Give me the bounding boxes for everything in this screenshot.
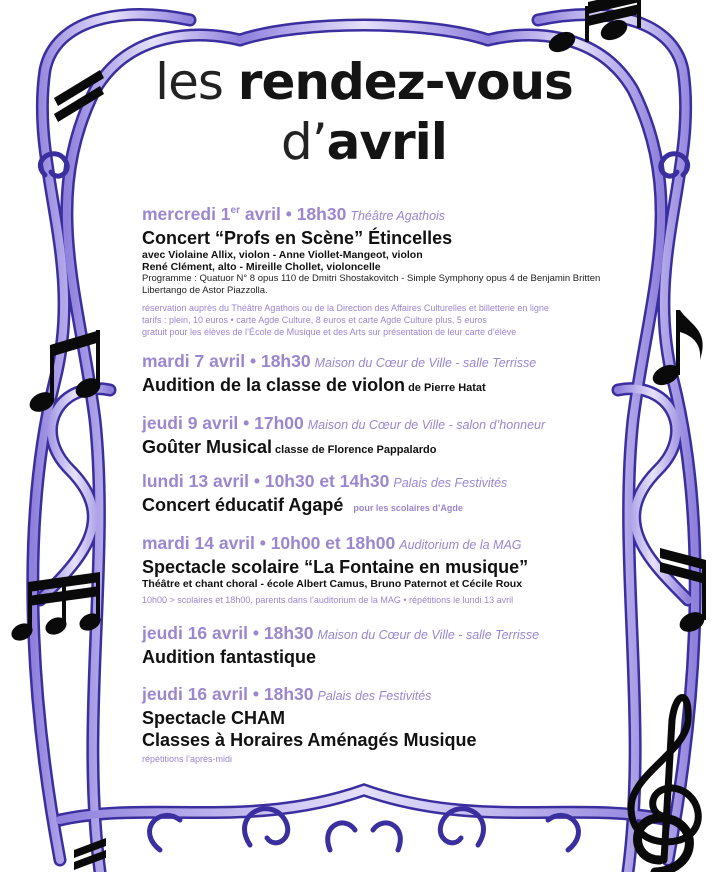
event-venue: Palais des Festivités bbox=[393, 476, 508, 490]
title-light: d’ bbox=[281, 113, 327, 171]
event-performers: avec Violaine Allix, violon - Anne Viollet-Mangeot, violon bbox=[142, 248, 423, 261]
event-date: jeudi 9 avril • 17h00 Maison du Cœur de Ville - salon d’honneur bbox=[142, 413, 546, 433]
eighth-note-icon bbox=[650, 310, 703, 389]
event-performers: Théâtre et chant choral - école Albert Camus, Bruno Paternot et Cécile Roux bbox=[142, 578, 523, 590]
event-name: Spectacle scolaire “La Fontaine en musique” bbox=[142, 557, 529, 577]
event-name: Concert éducatif Agapé pour les scolaires d’Agde bbox=[142, 495, 463, 515]
event-name: Audition de la classe de violon de Pierre Hatat bbox=[142, 375, 486, 395]
event-by: de Pierre Hatat bbox=[408, 382, 486, 394]
event-date: mercredi 1er avril • 18h30 Théâtre Agathois bbox=[142, 203, 446, 224]
event-programme: Programme : Quatuor N° 8 opus 110 de Dmitri Shostakovitch - Simple Symphony opus 4 de Benjamin Britten Libertango de Astor Piazzolla. bbox=[142, 272, 601, 297]
event-performers: René Clément, alto - Mireille Chollet, violoncelle bbox=[142, 260, 381, 273]
page-title-line2 bbox=[0, 112, 728, 172]
event-note: gratuit pour les élèves de l’École de Musique et des Arts sur présentation de leur carte d’élève bbox=[142, 326, 517, 337]
event-venue: Maison du Cœur de Ville - salle Terrisse bbox=[314, 356, 537, 370]
title-light: les bbox=[155, 53, 223, 111]
event-note: tarifs : plein, 10 euros • carte Agde Culture, 8 euros et carte Agde Culture plus, 5 euros bbox=[142, 314, 487, 325]
event-item bbox=[142, 532, 602, 606]
event-note: 10h00 > scolaires et 18h00, parents dans l’auditorium de la MAG • répétitions le lundi 13 avril bbox=[142, 595, 514, 605]
page-title-line1 bbox=[0, 52, 728, 112]
event-venue: Palais des Festivités bbox=[317, 689, 432, 703]
event-name: Concert “Profs en Scène” Étincelles bbox=[142, 227, 453, 248]
event-date: jeudi 16 avril • 18h30 Maison du Cœur de Ville - salle Terrisse bbox=[142, 623, 540, 643]
event-name: Goûter Musical classe de Florence Pappalardo bbox=[142, 437, 437, 457]
event-item bbox=[142, 470, 602, 516]
event-item bbox=[142, 200, 602, 338]
event-venue: Maison du Cœur de Ville - salle Terrisse bbox=[317, 628, 540, 642]
event-item bbox=[142, 683, 602, 765]
title-bold: avril bbox=[326, 113, 447, 171]
event-by: classe de Florence Pappalardo bbox=[275, 444, 437, 456]
event-name: Spectacle CHAM bbox=[142, 708, 286, 728]
event-date: jeudi 16 avril • 18h30 Palais des Festivités bbox=[142, 684, 432, 704]
event-by: pour les scolaires d’Agde bbox=[353, 503, 463, 513]
event-date: lundi 13 avril • 10h30 et 14h30 Palais des Festivités bbox=[142, 471, 508, 491]
event-item bbox=[142, 412, 602, 461]
event-venue: Théâtre Agathois bbox=[350, 208, 446, 223]
event-item bbox=[142, 350, 602, 399]
event-item bbox=[142, 622, 602, 668]
event-venue: Auditorium de la MAG bbox=[399, 538, 522, 552]
sixteenth-notes-icon bbox=[9, 572, 104, 644]
event-name: Audition fantastique bbox=[142, 647, 316, 667]
event-venue: Maison du Cœur de Ville - salon d’honneur bbox=[307, 418, 546, 432]
event-note: réservation auprès du Théâtre Agathois ou de la Direction des Affaires Culturelles et billetterie en ligne bbox=[142, 302, 549, 313]
title-bold: rendez-vous bbox=[237, 53, 573, 111]
event-date: mardi 7 avril • 18h30 Maison du Cœur de Ville - salle Terrisse bbox=[142, 351, 537, 371]
event-note: répétitions l’après-midi bbox=[142, 754, 233, 764]
event-name-line2: Classes à Horaires Aménagés Musique bbox=[142, 730, 477, 750]
event-date: mardi 14 avril • 10h00 et 18h00 Auditorium de la MAG bbox=[142, 533, 522, 553]
